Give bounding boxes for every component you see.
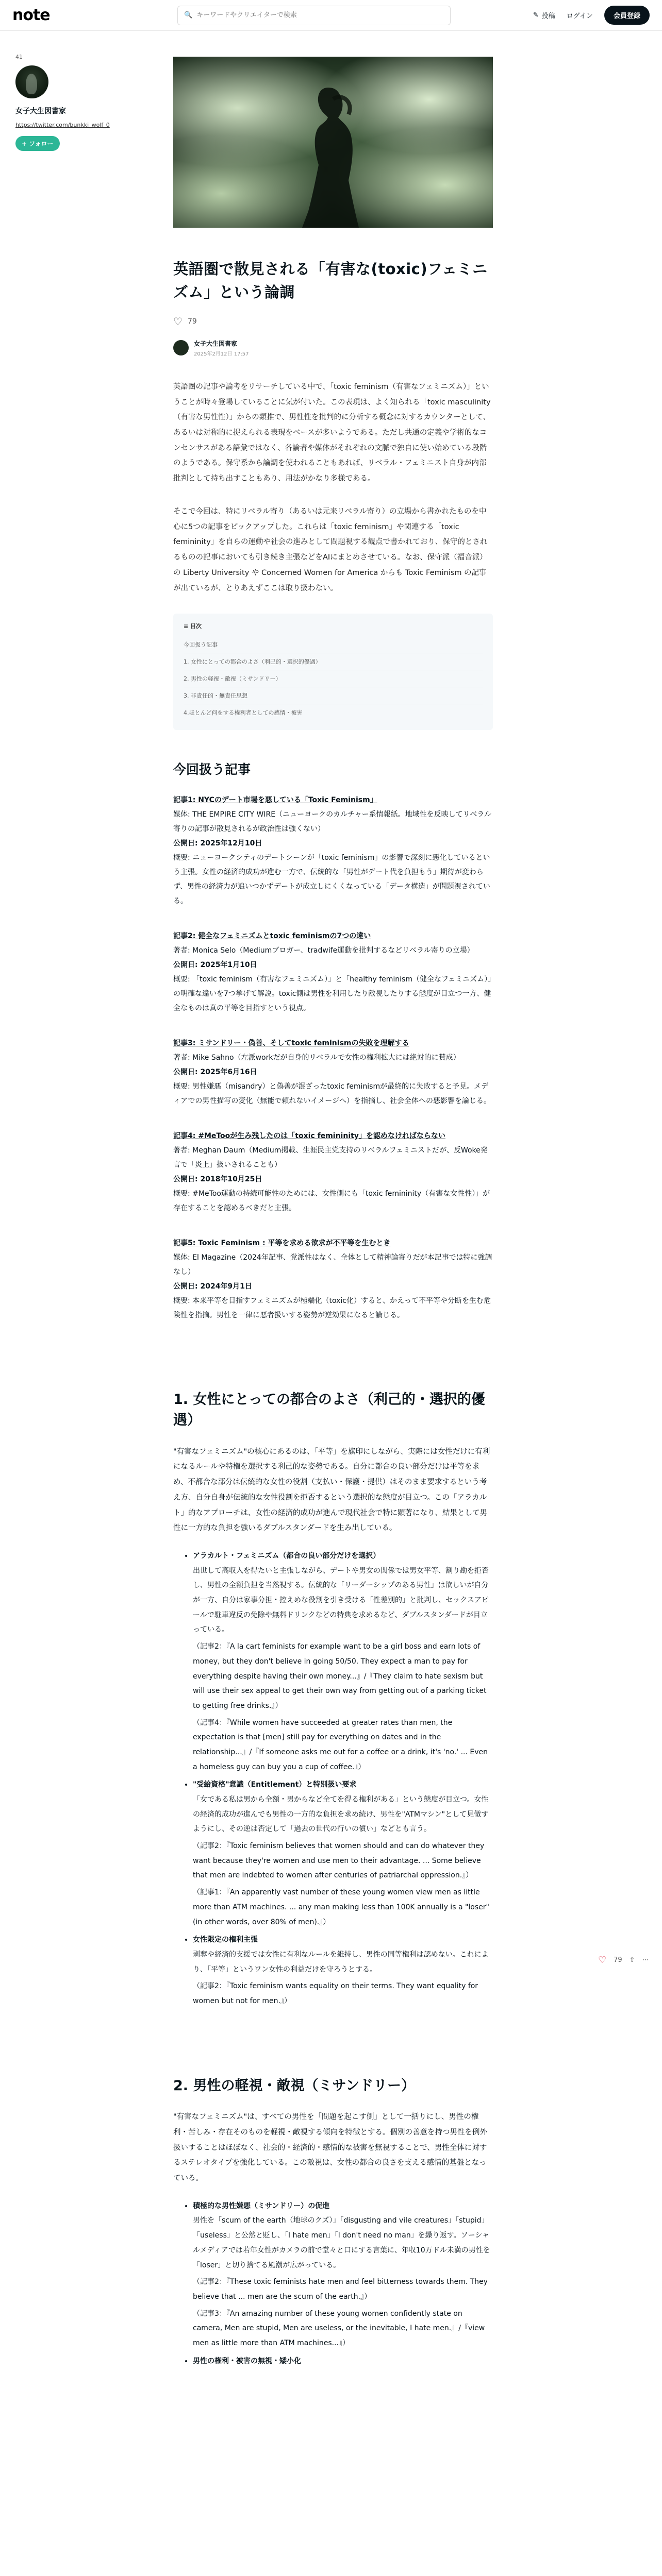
float-like-count: 79 (614, 1956, 622, 1964)
post-label: 投稿 (541, 12, 555, 20)
quote: （記事4：『While women have succeeded at greater rates than men, the expectation is that [men] still pay for everything on dates and in the relationship...』/『If someone asks me out for a coffee or a drink, it's 'no.' ... Even a homeless guy can buy you a cup of coffee.』） (193, 1718, 488, 1771)
list-item (193, 1777, 493, 1929)
bullet-heading: • 女性限定の権利主張 (193, 1936, 258, 1944)
like-count: 79 (187, 317, 197, 326)
entry-title[interactable]: 記事4: #MeTooが生み残したのは「toxic femininity」を認めなければならない (173, 1131, 445, 1140)
more-icon[interactable]: ⋯ (642, 1956, 649, 1964)
twitter-link[interactable]: https://twitter.com/bunkki_wolf_0 (15, 122, 110, 128)
toc-heading[interactable] (184, 622, 483, 630)
table-of-contents (173, 614, 493, 730)
article (173, 57, 493, 2371)
section-2-list (193, 2199, 493, 2369)
heart-icon[interactable]: ♡ (173, 315, 183, 328)
article-title: 英語圏で散見される「有害な(toxic)フェミニズム」という論調 (173, 260, 488, 301)
author-name[interactable]: 女子大生図書家 (194, 340, 238, 347)
article-entry (173, 793, 493, 908)
section-intro: "有害なフェミニズム"は、すべての男性を「問題を起こす側」として一括りにし、男性の権利・苦しみ・存在そのものを軽視・敵視する傾向を特徴とする。個別の善意を持つ男性を例外扱いすることはほぼなく、社会的・経済的・感情的な被害を無視することで、男性全体に対するステレオタイプを強化している。この敵視は、女性の都合の良さを支える感情的基盤となっている。 (173, 2113, 487, 2183)
bullet-heading: • アラカルト・フェミニズム（都合の良い部分だけを選択） (193, 1552, 380, 1561)
post-button[interactable] (533, 10, 555, 20)
hero-image (173, 57, 493, 228)
entry-date: 公開日: 2025年1月10日 (173, 960, 257, 969)
entry-title[interactable]: 記事2: 健全なフェミニズムとtoxic feminismの7つの違い (173, 931, 371, 940)
plus-icon: + (22, 140, 27, 147)
quote: （記事2：『A la cart feminists for example want to be a girl boss and earn lots of money, but they don't believe in going 50/50. They expect a man to pay for everything despite having their own money...』/『They claim to hate sexism but will use their sex appeal to get their own way from getting out of a parking ticket to getting free drinks.』） (193, 1642, 487, 1710)
entry-summary: 概要: 本来平等を目指すフェミニズムが極端化（toxic化）すると、かえって不平等や分断を生む危険性を指摘。男性を一律に悪者扱いする姿勢が逆効果になると論じる。 (173, 1296, 491, 1319)
entry-source: 著者: Mike Sahno（左派workだが自身的リベラルで女性の権利拡大には絶対的に賛成） (173, 1053, 460, 1062)
entry-title[interactable]: 記事1: NYCのデート市場を悪している「Toxic Feminism」 (173, 795, 377, 804)
share-icon[interactable]: ⇧ (629, 1956, 635, 1964)
avatar[interactable] (15, 65, 48, 98)
article-entry (173, 1036, 493, 1108)
entry-title[interactable]: 記事3: ミサンドリー・偽善、そしてtoxic feminismの失敗を理解する (173, 1039, 409, 1047)
bullet-heading: • 男性の権利・被害の無視・矮小化 (193, 2357, 301, 2365)
bullet-text: 出世して高収入を得たいと主張しながら、デートや男女の関係では男女平等、割り勘を拒否し、男性の全額負担を当然視する。伝統的な「リーダーシップのある男性」は欲しいが自分が一方、自分は家事分担・控えめな役割を引き受ける「性差別的」と批判し、セックスアピールで駐車違反の免除や無料ドリンクなどの特典を求めるなど、ダブルスタンダードが目立っている。 (193, 1566, 489, 1634)
list-item (193, 2354, 493, 2369)
entry-date: 公開日: 2018年10月25日 (173, 1175, 262, 1183)
entry-summary: 概要: ニューヨークシティのデートシーンが「toxic feminism」の影響で深刻に悪化しているという主張。女性の経済的成功が進む一方で、伝統的な「男性がデート代を負担もう」期待が変わらず、男性の経済力が追いつかずデートが成立しにくくなっている「データ構造」が問題視されている。 (173, 853, 490, 905)
note-logo[interactable]: note (12, 6, 50, 24)
section-heading-2: 2. 男性の軽視・敵視（ミサンドリー） (173, 2077, 416, 2094)
toc-item[interactable]: 今回扱う記事 (184, 636, 483, 653)
quote: （記事3：『An amazing number of these young women confidently state on camera, Men are stupid, Men are useless, or the inevitable, I hate men.』/『view men as little more than ATM machines...』） (193, 2309, 485, 2347)
like-row (173, 315, 493, 328)
search-box[interactable] (177, 6, 451, 25)
quote: （記事2：『Toxic feminism believes that women should and can do whatever they want because they're women and use men to their advantage. ... Some believe that men are indebted to women after centuries of patriarchal oppression.』） (193, 1842, 485, 1880)
entry-source: 著者: Monica Selo（Mediumブロガー、tradwife運動を批判するなどリベラル寄りの立場） (173, 946, 474, 955)
header-actions (533, 6, 650, 25)
bullet-text: 男性を「scum of the earth（地球のクズ）」「disgusting and vile creatures」「stupid」「useless」と公然と貶し、「I hate men」「I don't need no man」を繰り返す。ソーシャルメディアでは若年女性がカメラの前で堂々と口にする言葉に、年収10万ドル未満の男性を「loser」と切り捨てる風潮が広がっている。 (193, 2216, 490, 2269)
toc-label: 目次 (190, 623, 202, 630)
login-link[interactable]: ログイン (566, 12, 593, 20)
search-input[interactable] (196, 11, 444, 19)
article-entry (173, 1236, 493, 1323)
section-heading-articles: 今回扱う記事 (173, 762, 251, 777)
entry-source: 著者: Meghan Daum（Medium掲載、生涯民主党支持のリベラルフェミニストだが、反Woke発言で「炎上」扱いされることも） (173, 1146, 488, 1169)
list-item (193, 2199, 493, 2351)
toc-item[interactable]: 2. 男性の軽視・敵視（ミサンドリー） (184, 670, 483, 687)
list-item (193, 1933, 493, 2008)
list-icon: ≡ (184, 623, 189, 630)
quote: （記事2：『These toxic feminists hate men and feel bitterness towards them. They believe that ... men are the scum of the earth.』） (193, 2278, 488, 2301)
entry-date: 公開日: 2025年12月10日 (173, 839, 262, 848)
follow-button[interactable] (15, 136, 60, 151)
toc-item[interactable]: 3. 非責任的・無責任思想 (184, 687, 483, 704)
entry-date: 公開日: 2024年9月1日 (173, 1282, 252, 1291)
bullet-heading: • "受給資格"意識（Entitlement）と特別扱い要求 (193, 1781, 357, 1789)
site-header (0, 0, 662, 31)
creator-name[interactable]: 女子大生図書家 (15, 107, 66, 115)
bullet-text: 「女である私は男から全額・男からなど全てを得る権利がある」という態度が目立つ。女性の経済的成功が進んでも男性の一方的な負担を求め続け、男性を"ATMマシン"として見做すようにし、その逆は否定して「過去の世代の行いの償い」などとも言う。 (193, 1795, 489, 1834)
pen-icon: ✎ (533, 11, 539, 19)
entry-source: 媒体: THE EMPIRE CITY WIRE（ニューヨークのカルチャー系情報紙。地域性を反映してリベラル寄りの記事が散見されるが政治性は強くない） (173, 810, 491, 833)
bullet-text: 剥奪や経済的支援では女性に有利なルールを維持し、男性の同等権利は認めない。これにより、「平等」というワン女性の利益だけを守ろうとする。 (193, 1950, 489, 1974)
floating-actions (598, 1955, 649, 1965)
article-entry (173, 929, 493, 1015)
toc-item[interactable]: 4.ほとんど何をする権利者としての感情・被害 (184, 709, 303, 717)
quote: （記事2：『Toxic feminism wants equality on their terms. They want equality for women but not for men.』） (193, 1982, 478, 2005)
bullet-heading: • 積極的な男性嫌悪（ミサンドリー）の促進 (193, 2201, 330, 2210)
heart-icon[interactable]: ♡ (598, 1955, 607, 1965)
section-heading-1: 1. 女性にとっての都合のよさ（利己的・選択的優遇） (173, 1391, 485, 1429)
article-entry (173, 1129, 493, 1215)
author-row (173, 339, 493, 357)
quote: （記事1：『An apparently vast number of these young women view men as little more than ATM machines. ... any man making less than 100K annually is a "loser" (in other words, over 80% of men).』） (193, 1888, 489, 1926)
entry-summary: 概要: #MeToo運動の持続可能性のためには、女性側にも「toxic femininity（有害な女性性）」が存在することを認めるべきだと主張。 (173, 1189, 490, 1212)
creator-profile (15, 54, 119, 151)
list-item (193, 1549, 493, 1774)
entry-summary: 概要: 「toxic feminism（有害なフェミニズム）」と「healthy feminism（健全なフェミニズム）」の明確な違いを7つ挙げて解説。toxic側は男性を利用したり敵視したりする態度が目立つ一方、健全なものは真の平等を目指すという視点。 (173, 975, 492, 1012)
silhouette-image (173, 57, 493, 228)
entry-title[interactable]: 記事5: Toxic Feminism : 平等を求める欲求が不平等を生むとき (173, 1239, 391, 1247)
entry-date: 公開日: 2025年6月16日 (173, 1067, 257, 1076)
section-intro: "有害なフェミニズム"の核心にあるのは、「平等」を旗印にしながら、実際には女性だけに有利になるルールや特権を選択する利己的な姿勢である。自分に都合の良い部分だけは平等を求め、不都合な部分は伝統的な女性の役割（支払い・保護・提供）はそのまま要求するという考え方、自分自身が伝統的な女性役割を拒否するという選択的な態度が目立つ。この「アラカルト」的なアプローチは、女性の経済的成功が進んで現代社会で特に顕著になり、結果として男性に一方的な負担を強いるダブルスタンダードを生み出している。 (173, 1447, 490, 1533)
toc-item[interactable]: 1. 女性にとっての都合のよさ（利己的・選択的優遇） (184, 653, 483, 670)
follower-count: 41 (15, 54, 23, 60)
intro-paragraph: そこで今回は、特にリベラル寄り（あるいは元来リベラル寄り）の立場から書かれたものを中心に5つの記事をピックアップした。これらは「toxic feminism」や関連する「toxic femininity」を自らの運動や社会の進みとして問題視する観点で書かれており、保守的とされるものの記事においても引き続き主張などをAIにまとめさせている。なお、保守派（福音派）の Liberty University や Concerned Women for America からも Toxic Feminism の記事が出ているが、とりあえずここは取り扱わない。 (173, 507, 488, 592)
section-1-list (193, 1549, 493, 2009)
article-body (173, 380, 493, 596)
intro-paragraph: 英語圏の記事や論考をリサーチしている中で、「toxic feminism（有害なフェミニズム）」ということが時々登場していることに気が付いた。この表現は、よく知られる「toxic masculinity（有害な男性性）」からの類推で、男性性を批判的に分析する概念に対するカウンターとして、あるいは対称的に捉えられる表現をベースが多いようである。ただし共通の定義や学術的なコンセンサスがある語彙ではなく、各論者や媒体がそれぞれの文脈で独自に使い始めている段階のようである。保守系から論調を使われることもあれば、リベラル・フェミニスト自身が内部批判として持ち出すこともあり、用法がかなり多様である。 (173, 382, 491, 483)
search-icon: 🔍 (184, 11, 193, 19)
publish-date: 2025年2月12日 17:57 (194, 351, 249, 357)
entry-source: 媒体: El Magazine（2024年記事、党派性はなく、全体として精神論寄りだが本記事では特に強調なし） (173, 1253, 492, 1276)
signup-button[interactable]: 会員登録 (604, 6, 650, 25)
author-avatar[interactable] (173, 340, 189, 355)
entry-summary: 概要: 男性嫌悪（misandry）と偽善が混ざったtoxic feminismが最終的に失敗すると予見。メディアでの男性描写の変化（無能で頼れないイメージへ）を指摘し、社会全体への悪影響を論じる。 (173, 1082, 491, 1105)
follow-label: フォロー (29, 140, 54, 147)
